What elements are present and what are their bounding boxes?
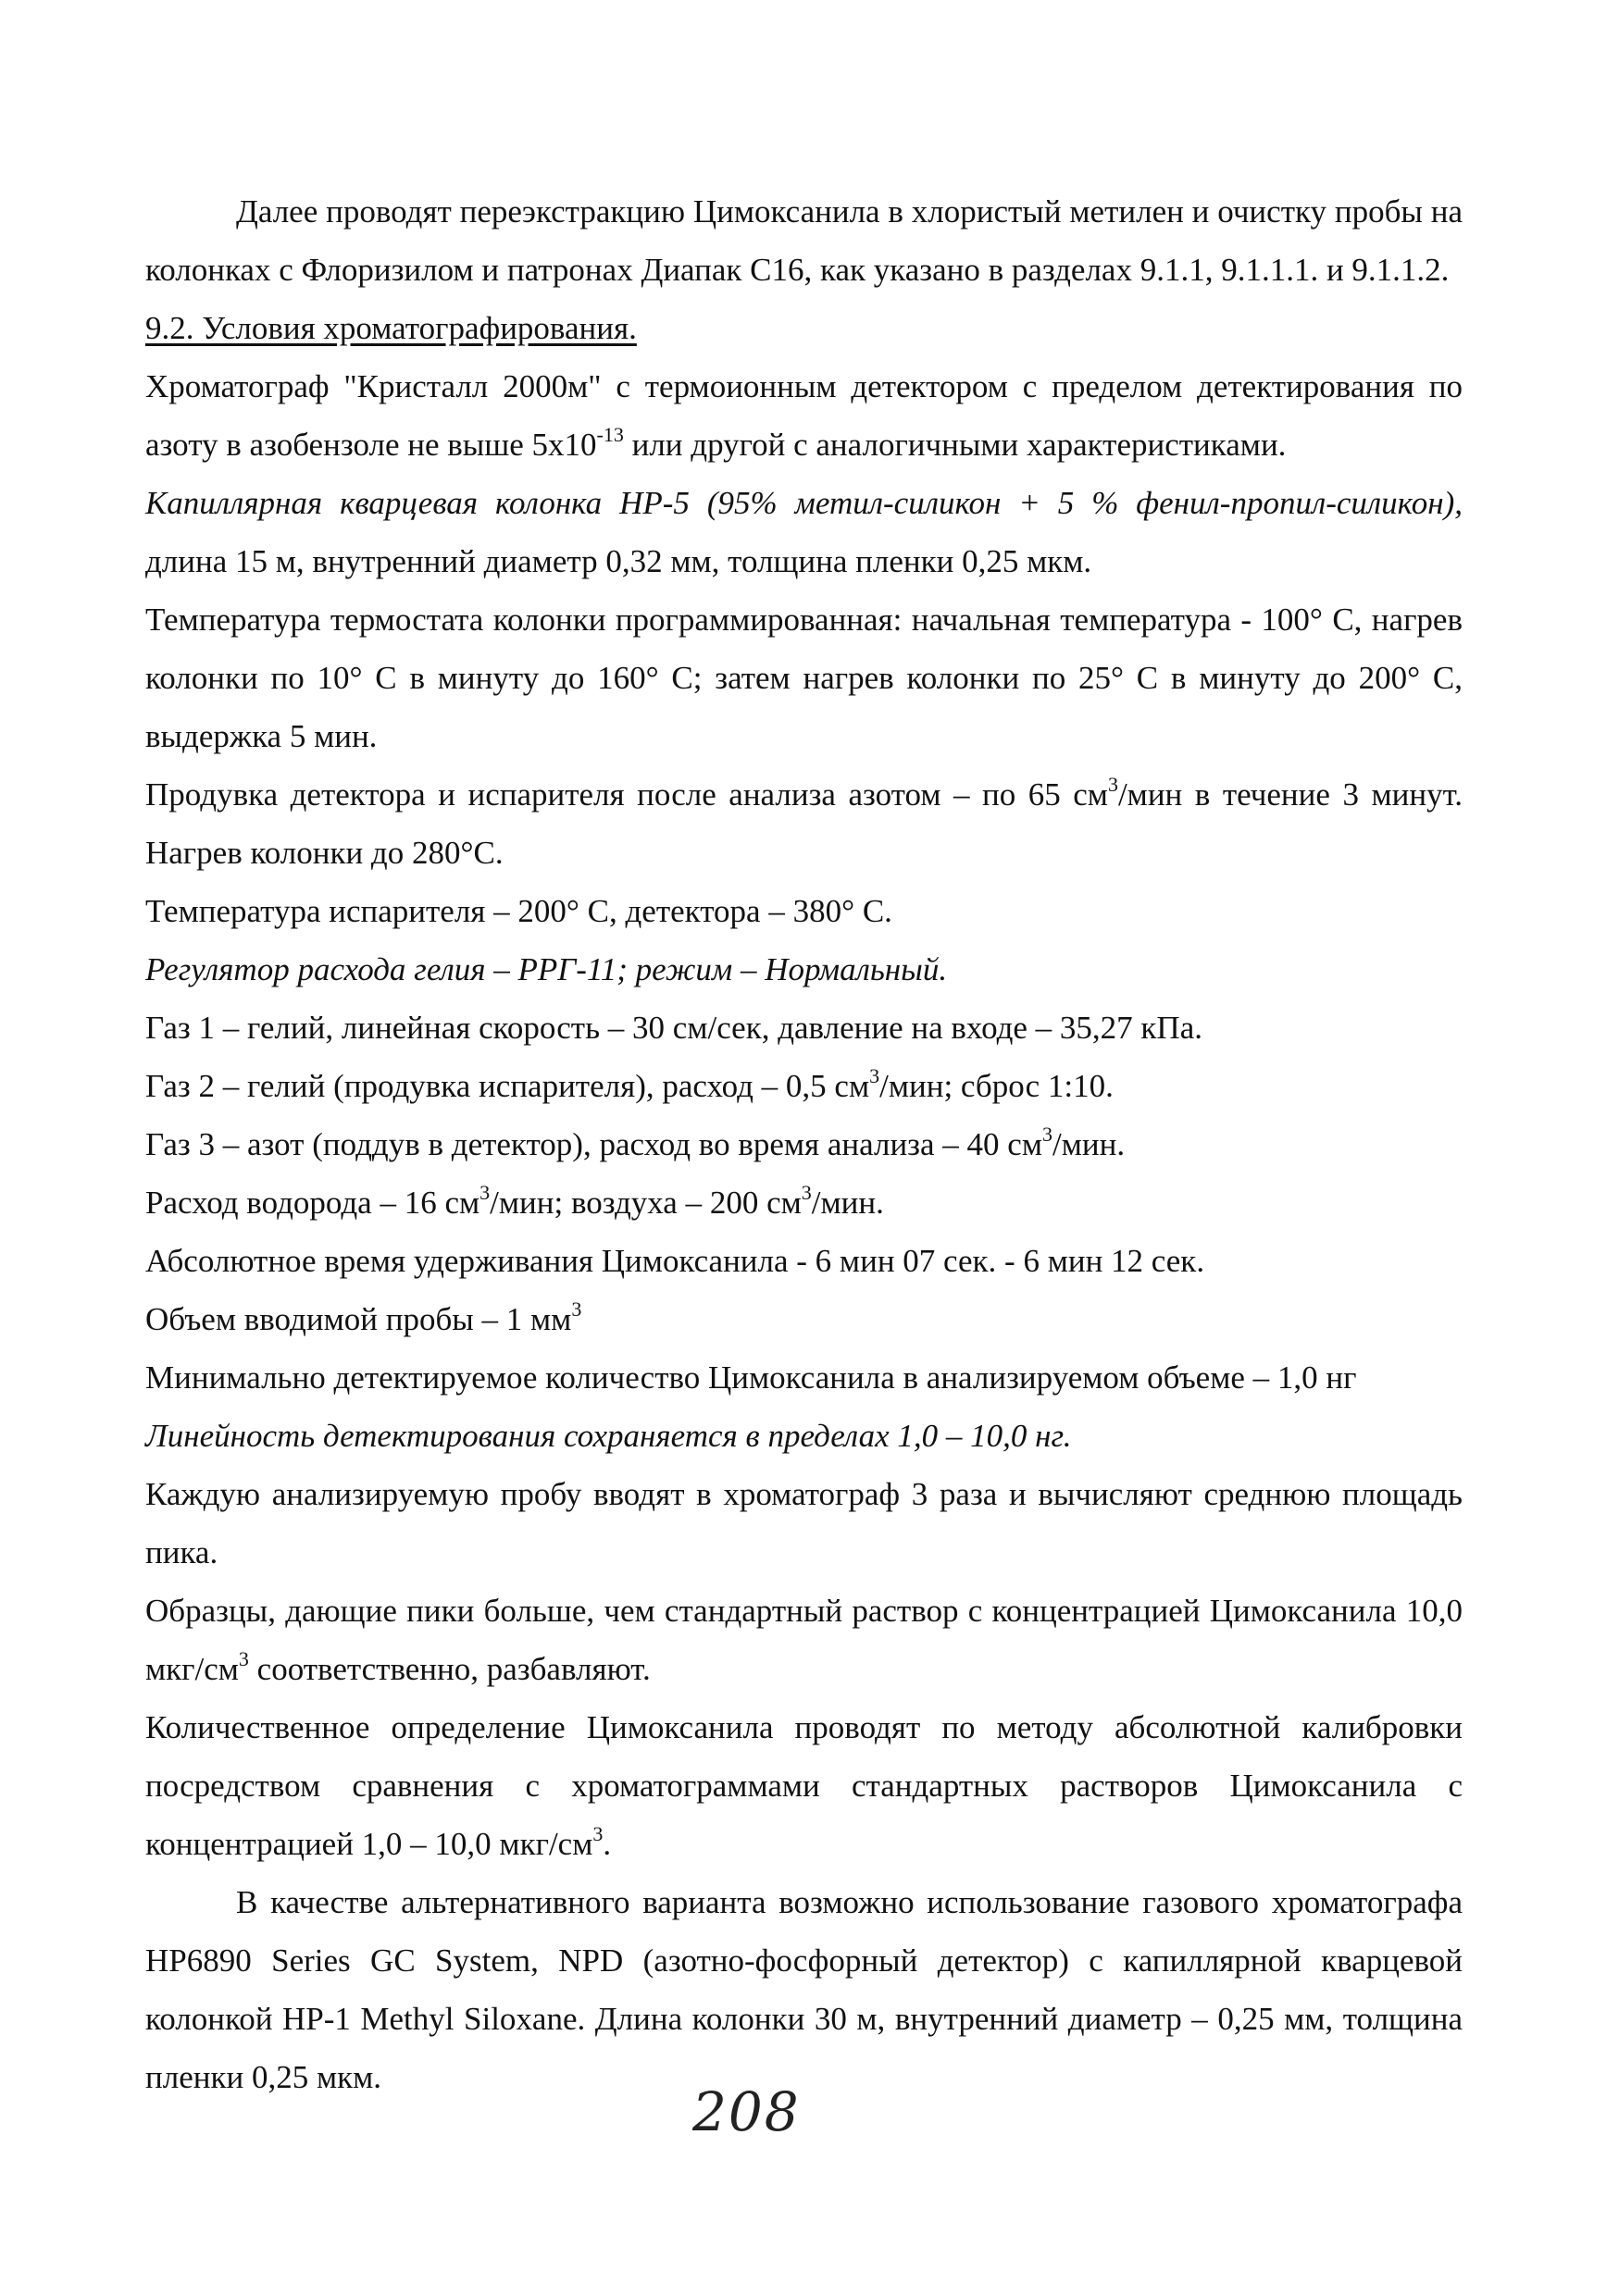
handwritten-page-number: 208 <box>692 2080 801 2143</box>
section-heading-text: 9.2. Условия хроматографирования. <box>145 310 637 346</box>
paragraph-purge: Продувка детектора и испарителя после анализа азотом – по 65 $см^3$/мин в течение 3 минут. Нагрев колонки до 280°С. <box>145 773 1463 871</box>
line-linearity: Линейность детектирования сохраняется в пределах 1,0 – 10,0 нг. <box>145 1418 1072 1454</box>
paragraph-reextraction: Далее проводят переэкстракцию Цимоксанила в хлористый метилен и очистку пробы на колонках с Флоризилом и патронах Диапак С16, как указано в разделах 9.1.1, 9.1.1.1. и 9.1.1.2. <box>145 193 1463 288</box>
line-temperature: Температура испарителя – 200° С, детектора – 380° С. <box>145 893 892 929</box>
line-retention-time: Абсолютное время удерживания Цимоксанила - 6 мин 07 сек. - 6 мин 12 сек. <box>145 1243 1205 1279</box>
line-hydrogen-air: Расход водорода – 16 $см^3$/мин; воздуха – 200 $см^3$/мин. <box>145 1181 884 1221</box>
paragraph-alternative: В качестве альтернативного варианта возможно использование газового хроматографа HP6890 Series GC System, NPD (азотно-фосфорный детектор) с капиллярной кварцевой колонкой HP-1 Methyl Siloxane. Длина колонки 30 м, внутренний диаметр – 0,25 мм, толщина пленки 0,25 мкм. <box>145 1884 1463 2095</box>
paragraph-injection: Каждую анализируемую пробу вводят в хроматограф 3 раза и вычисляют среднюю площадь пика. <box>145 1476 1463 1570</box>
line-regulator: Регулятор расхода гелия – РРГ-11; режим – Нормальный. <box>145 951 948 987</box>
line-min-detectable: Минимально детектируемое количество Цимоксанила в анализируемом объеме – 1,0 нг <box>145 1359 1357 1396</box>
document-body <box>145 182 1463 2106</box>
line-gas-3: Газ 3 – азот (поддув в детектор), расход во время анализа – 40 $см^3$/мин. <box>145 1123 1126 1162</box>
paragraph-chromatograph: Хроматограф "Кристалл 2000м" с термоионным детектором с пределом детектирования по азоту в азобензоле не выше $5x10^{-13}$ или другой с аналогичными характеристиками. <box>145 368 1463 463</box>
line-injection-volume: Объем вводимой пробы – 1 $мм^3$ <box>145 1297 582 1337</box>
paragraph-quantification: Количественное определение Цимоксанила проводят по методу абсолютной калибровки посредством сравнения с хроматограммами стандартных растворов Цимоксанила с концентрацией 1,0 – 10,0 мкг/$см^3$. <box>145 1709 1463 1862</box>
line-gas-2: Газ 2 – гелий (продувка испарителя), расход – 0,5 $см^3$/мин; сброс 1:10. <box>145 1064 1114 1104</box>
paragraph-thermostat: Температура термостата колонки программированная: начальная температура - 100° С, нагрев колонки по 10° С в минуту до 160° С; затем нагрев колонки по 25° С в минуту до 200° С, выдержка 5 мин. <box>145 602 1463 754</box>
line-gas-1: Газ 1 – гелий, линейная скорость – 30 см/сек, давление на входе – 35,27 кПа. <box>145 1010 1202 1046</box>
paragraph-dilution: Образцы, дающие пики больше, чем стандартный раствор с концентрацией Цимоксанила 10,0 мкг/$см^3$ соответственно, разбавляют. <box>145 1593 1463 1687</box>
paragraph-column: Капиллярная кварцевая колонка HP-5 (95% метил-силикон + 5 % фенил-пропил-силикон), длина 15 м, внутренний диаметр 0,32 мм, толщина пленки 0,25 мкм. <box>145 485 1463 579</box>
section-heading <box>145 299 1463 357</box>
